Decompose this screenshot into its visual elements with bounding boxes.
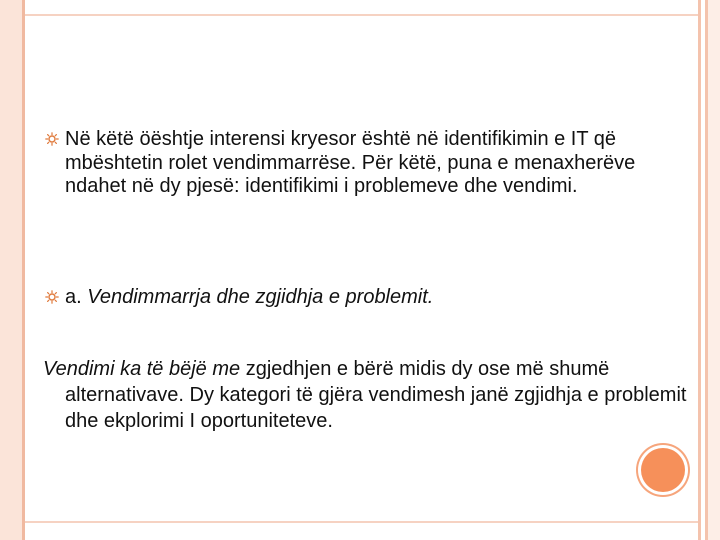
frame-bottom-line bbox=[25, 521, 698, 523]
frame-right-line-outer bbox=[698, 0, 701, 540]
bullet-heading: Vendimmarrja dhe zgjidhja e problemit. bbox=[87, 286, 434, 308]
frame-left-line bbox=[22, 0, 25, 540]
frame-left-band bbox=[0, 0, 22, 540]
sun-bullet-icon bbox=[45, 290, 59, 304]
frame-top-line bbox=[25, 14, 698, 16]
bullet-prefix: a. bbox=[65, 286, 88, 308]
paragraph-rest: zgjedhjen e bërë midis dy ose më shumë alternativave. Dy kategori të gjëra vendimesh janë zgjidhja e problemit dhe ekplorimi I oportuniteteve. bbox=[65, 358, 687, 432]
bullet-text: Në këtë öështje interensi kryesor është në identifikimin e IT që mbështetin rolet vendimmarrëse. Për këtë, puna e menaxherëve ndahet në dy pjesë: identifikimi i problemeve dhe vendimi. bbox=[65, 128, 636, 197]
body-paragraph bbox=[43, 356, 695, 434]
frame-right-band bbox=[708, 0, 720, 540]
bullet-item-2 bbox=[45, 286, 665, 310]
decorative-circle bbox=[641, 448, 685, 492]
bullet-text bbox=[65, 286, 665, 310]
bullet-item-1 bbox=[45, 128, 665, 199]
sun-bullet-icon bbox=[45, 132, 59, 146]
paragraph-italic-lead: Vendimi ka të bëjë me bbox=[43, 358, 241, 380]
